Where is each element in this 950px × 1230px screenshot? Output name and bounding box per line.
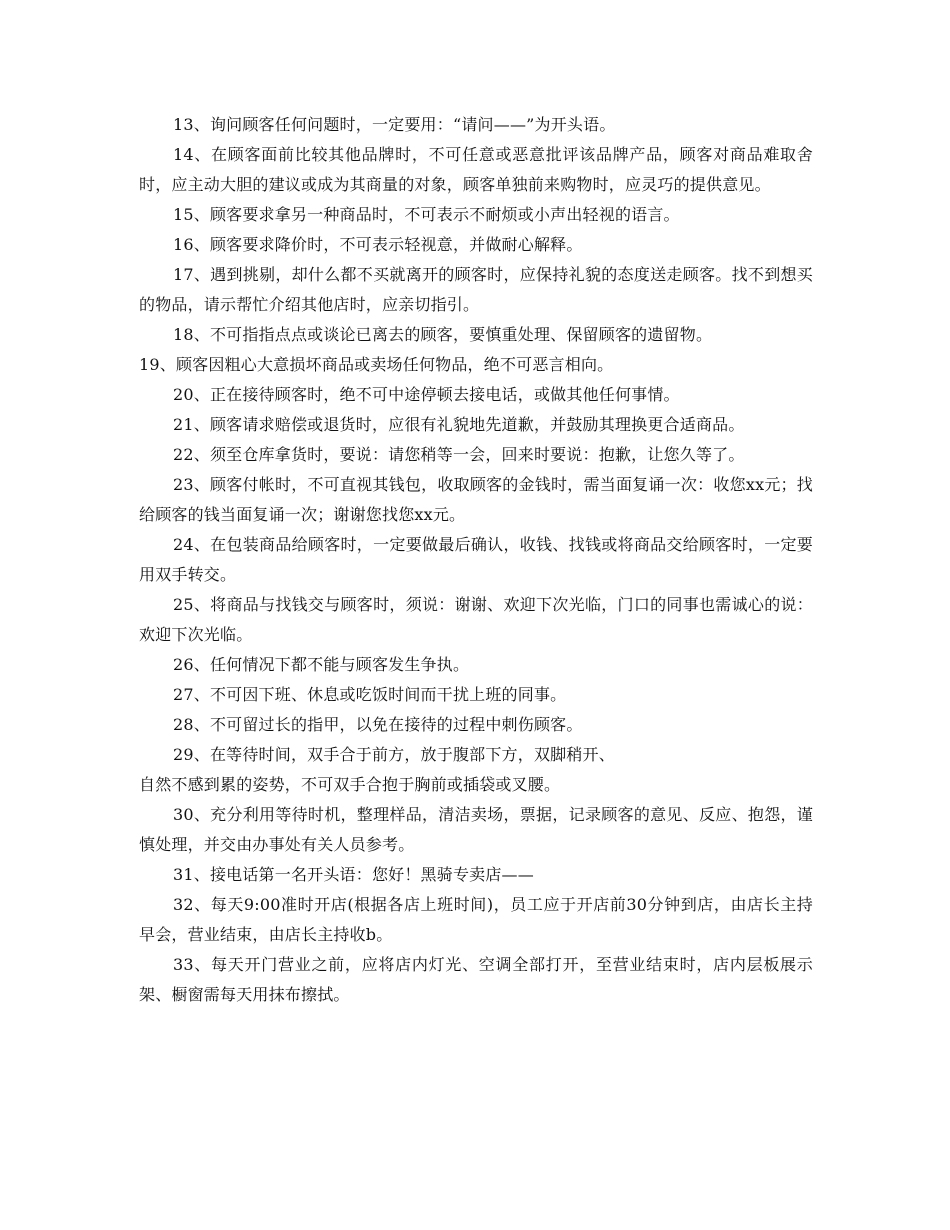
paragraph-28: 28、不可留过长的指甲，以免在接待的过程中刺伤顾客。 — [173, 715, 583, 734]
paragraph-17: 17、遇到挑剔，却什么都不买就离开的顾客时，应保持礼貌的态度送走顾客。找不到想买的物品，请示帮忙介绍其他店时，应亲切指引。 — [139, 265, 813, 314]
paragraph-24: 24、在包装商品给顾客时，一定要做最后确认，收钱、找钱或将商品交给顾客时，一定要用双手转交。 — [139, 535, 813, 584]
paragraph-23: 23、顾客付帐时，不可直视其钱包，收取顾客的金钱时，需当面复诵一次：收您xx元；找给顾客的钱当面复诵一次；谢谢您找您xx元。 — [139, 475, 813, 524]
paragraph-33: 33、每天开门营业之前，应将店内灯光、空调全部打开，至营业结束时，店内层板展示架、橱窗需每天用抹布擦拭。 — [139, 955, 813, 1004]
paragraph-20: 20、正在接待顾客时，绝不可中途停顿去接电话，或做其他任何事情。 — [173, 385, 680, 404]
document-page — [139, 110, 813, 1010]
paragraph-15: 15、顾客要求拿另一种商品时，不可表示不耐烦或小声出轻视的语言。 — [173, 205, 680, 224]
paragraph-14: 14、在顾客面前比较其他品牌时，不可任意或恶意批评该品牌产品，顾客对商品难取舍时，应主动大胆的建议或成为其商量的对象，顾客单独前来购物时，应灵巧的提供意见。 — [139, 145, 813, 194]
paragraph-26: 26、任何情况下都不能与顾客发生争执。 — [173, 655, 470, 674]
paragraph-29: 29、在等待时间，双手合于前方，放于腹部下方，双脚稍开、 — [173, 745, 615, 764]
paragraph-30: 30、充分利用等待时机，整理样品，清洁卖场，票据，记录顾客的意见、反应、抱怨，谨慎处理，并交由办事处有关人员参考。 — [139, 805, 813, 854]
paragraph-29-continued: 自然不感到累的姿势，不可双手合抱于胸前或插袋或叉腰。 — [139, 775, 561, 794]
paragraph-25: 25、将商品与找钱交与顾客时，须说：谢谢、欢迎下次光临，门口的同事也需诚心的说：欢迎下次光临。 — [139, 595, 813, 644]
paragraph-22: 22、须至仓库拿货时，要说：请您稍等一会，回来时要说：抱歉，让您久等了。 — [173, 445, 745, 464]
paragraph-32: 32、每天9:00准时开店(根据各店上班时间)，员工应于开店前30分钟到店，由店长主持早会，营业结束，由店长主持收b。 — [139, 895, 813, 944]
paragraph-27: 27、不可因下班、休息或吃饭时间而干扰上班的同事。 — [173, 685, 567, 704]
paragraph-18: 18、不可指指点点或谈论已离去的顾客，要慎重处理、保留顾客的遗留物。 — [173, 325, 713, 344]
paragraph-19: 19、顾客因粗心大意损坏商品或卖场任何物品，绝不可恶言相向。 — [139, 355, 614, 374]
paragraph-13: 13、询问顾客任何问题时，一定要用：“请问——”为开头语。 — [173, 115, 616, 134]
paragraph-31: 31、接电话第一名开头语：您好！黑骑专卖店—— — [173, 865, 534, 884]
paragraph-21: 21、顾客请求赔偿或退货时，应很有礼貌地先道歉，并鼓励其理换更合适商品。 — [173, 415, 745, 434]
paragraph-16: 16、顾客要求降价时，不可表示轻视意，并做耐心解释。 — [173, 235, 583, 254]
